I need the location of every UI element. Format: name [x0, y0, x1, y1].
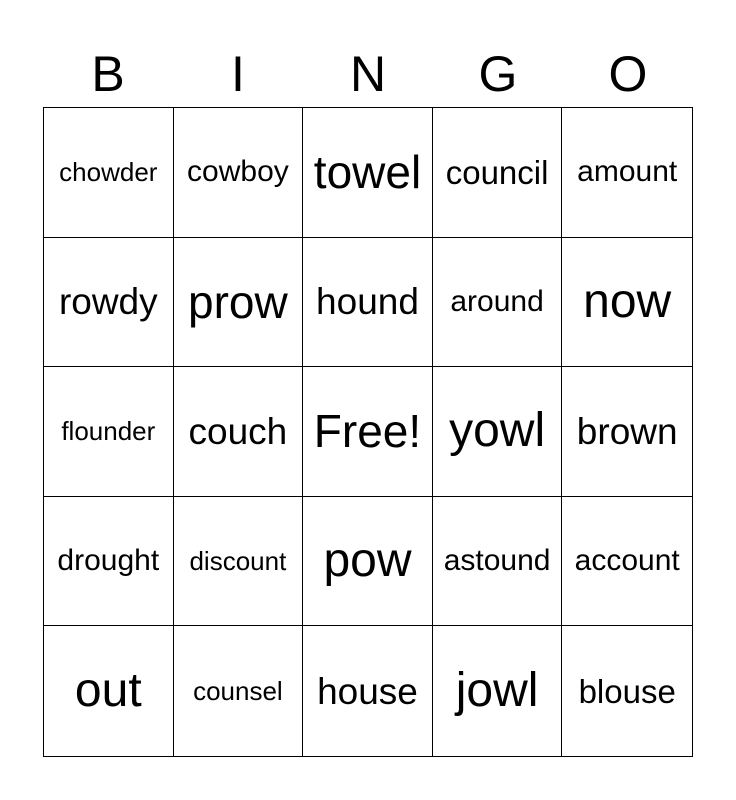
bingo-cell-r4-c3: pow: [303, 497, 433, 627]
bingo-cell-r4-c4: astound: [433, 497, 563, 627]
header-letter-b: B: [91, 46, 125, 102]
bingo-header: [43, 44, 693, 104]
bingo-cell-r3-c1: flounder: [44, 367, 174, 497]
bingo-cell-r1-c4: council: [433, 108, 563, 238]
bingo-cell-r5-c2: counsel: [174, 626, 304, 756]
bingo-card-grid: [43, 107, 693, 757]
header-letter-g: G: [478, 46, 518, 102]
bingo-cell-r2-c5: now: [562, 238, 692, 368]
bingo-cell-r2-c2: prow: [174, 238, 304, 368]
bingo-cell-r1-c1: chowder: [44, 108, 174, 238]
bingo-cell-r5-c3: house: [303, 626, 433, 756]
bingo-cell-r1-c2: cowboy: [174, 108, 304, 238]
bingo-cell-r3-c4: yowl: [433, 367, 563, 497]
bingo-cell-r4-c1: drought: [44, 497, 174, 627]
bingo-cell-r2-c1: rowdy: [44, 238, 174, 368]
bingo-cell-r5-c1: out: [44, 626, 174, 756]
header-letter-n: N: [349, 46, 387, 102]
bingo-cell-r4-c5: account: [562, 497, 692, 627]
header-letter-i: I: [231, 46, 245, 102]
bingo-cell-r3-c2: couch: [174, 367, 304, 497]
header-letter-o: O: [608, 46, 648, 102]
bingo-cell-r2-c3: hound: [303, 238, 433, 368]
bingo-cell-r3-c5: brown: [562, 367, 692, 497]
bingo-cell-r5-c5: blouse: [578, 672, 676, 710]
bingo-cell-r1-c5: amount: [562, 108, 692, 238]
bingo-cell-r5-c4: jowl: [433, 626, 563, 756]
bingo-cell-r4-c2: discount: [174, 497, 304, 627]
bingo-cell-r3-c3: Free!: [303, 367, 433, 497]
bingo-cell-r1-c3: towel: [303, 108, 433, 238]
bingo-cell-r2-c4: around: [433, 238, 563, 368]
